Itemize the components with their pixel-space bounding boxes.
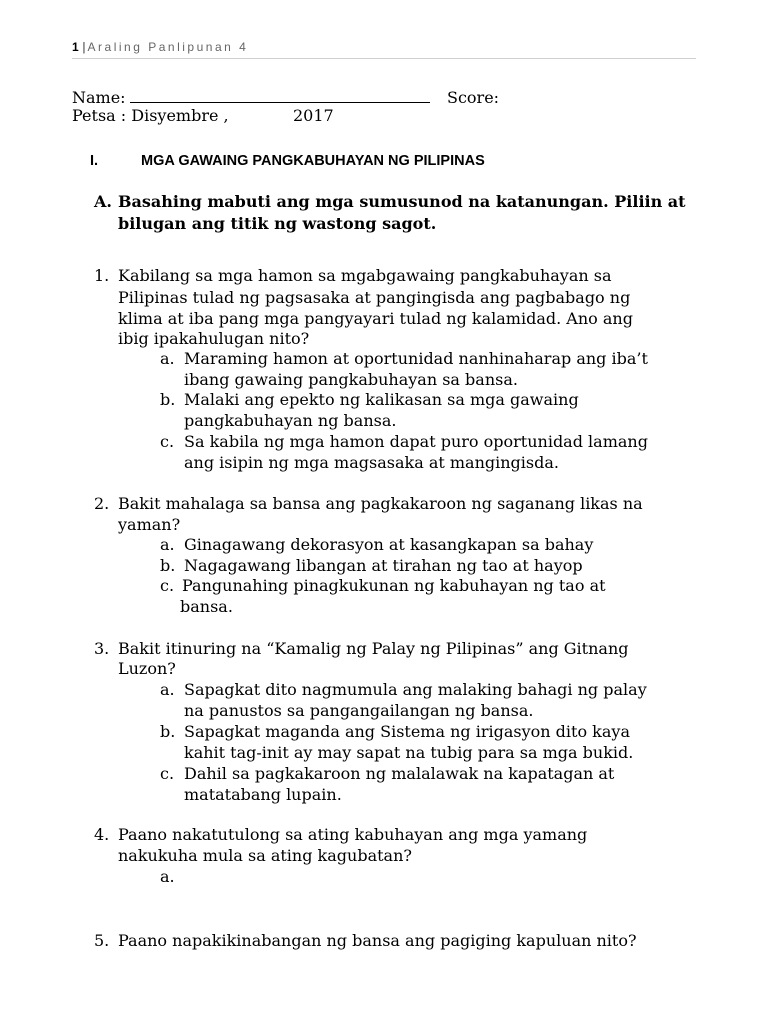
choice-text: matatabang lupain.: [184, 785, 342, 804]
choice-text: na panustos sa pangangailangan ng bansa.: [184, 701, 534, 720]
choice-text: bansa.: [180, 597, 233, 616]
score-label: Score:: [447, 88, 500, 107]
question-3-number: 3.: [94, 639, 110, 658]
choice-letter: c.: [160, 432, 175, 451]
page-header: [72, 40, 696, 54]
question-1-line: klima at iba pang mga pangyayari tulad ng kalamidad. Ano ang: [118, 309, 633, 328]
choice-text: Ginagawang dekorasyon at kasangkapan sa bahay: [184, 535, 594, 554]
choice-text: kahit tag-init ay may sapat na tubig para sa mga bukid.: [184, 743, 634, 762]
question-4-line: nakukuha mula sa ating kagubatan?: [118, 846, 412, 865]
page-number: 1: [72, 40, 82, 54]
choice-letter: c.: [160, 764, 175, 783]
question-5-number: 5.: [94, 931, 110, 950]
instruction-line-1: Basahing mabuti ang mga sumusunod na katanungan. Piliin at: [118, 192, 686, 211]
choice-letter: b.: [160, 722, 176, 741]
choice-text: Dahil sa pagkakaroon ng malalawak na kapatagan at: [184, 764, 615, 783]
choice-text: Nagagawang libangan at tirahan ng tao at hayop: [184, 556, 583, 575]
choice-text: Malaki ang epekto ng kalikasan sa mga gawaing: [184, 390, 579, 409]
choice-letter: a.: [160, 867, 175, 886]
choice-letter: a.: [160, 349, 175, 368]
header-separator: |: [82, 40, 86, 54]
section-title: MGA GAWAING PANGKABUHAYAN NG PILIPINAS: [141, 153, 485, 169]
question-4-line: Paano nakatutulong sa ating kabuhayan ang mga yamang: [118, 825, 588, 844]
question-1-line: Pilipinas tulad ng pagsasaka at pangingisda ang pagbabago ng: [118, 288, 631, 307]
choice-letter: a.: [160, 680, 175, 699]
name-label: Name:: [72, 88, 126, 107]
question-1-number: 1.: [94, 266, 110, 285]
choice-letter: b.: [160, 390, 176, 409]
choice-letter: c.: [160, 576, 175, 595]
choice-text: Sapagkat maganda ang Sistema ng irigasyon dito kaya: [184, 722, 630, 741]
question-2-line: Bakit mahalaga sa bansa ang pagkakaroon ng saganang likas na: [118, 494, 643, 513]
question-1-line: ibig ipakahulugan nito?: [118, 329, 310, 348]
question-2-line: yaman?: [118, 515, 181, 534]
question-5-line: Paano napakikinabangan ng bansa ang pagiging kapuluan nito?: [118, 931, 637, 950]
choice-letter: a.: [160, 535, 175, 554]
choice-text: Sapagkat dito nagmumula ang malaking bahagi ng palay: [184, 680, 647, 699]
choice-text: Maraming hamon at oportunidad nanhinaharap ang iba’t: [184, 349, 648, 368]
question-3-line: Bakit itinuring na “Kamalig ng Palay ng Pilipinas” ang Gitnang: [118, 639, 629, 658]
subject-title: Araling Panlipunan 4: [87, 40, 249, 54]
header-divider: [72, 58, 696, 59]
choice-text: Sa kabila ng mga hamon dapat puro oportunidad lamang: [184, 432, 648, 451]
question-1-line: Kabilang sa mga hamon sa mgabgawaing pangkabuhayan sa: [118, 266, 612, 285]
section-numeral: I.: [90, 153, 99, 169]
instruction-line-2: bilugan ang titik ng wastong sagot.: [118, 214, 437, 233]
name-row: [72, 88, 430, 108]
choice-text: ibang gawaing pangkabuhayan sa bansa.: [184, 370, 518, 389]
question-3-line: Luzon?: [118, 659, 176, 678]
choice-text: ang isipin ng mga magsasaka at mangingisda.: [184, 453, 559, 472]
question-2-number: 2.: [94, 494, 110, 513]
date-label: Petsa : Disyembre ,: [72, 106, 229, 125]
choice-letter: b.: [160, 556, 176, 575]
choice-text: pangkabuhayan ng bansa.: [184, 411, 397, 430]
name-blank: [130, 88, 430, 103]
choice-text: Pangunahing pinagkukunan ng kabuhayan ng tao at: [182, 576, 606, 595]
question-4-number: 4.: [94, 825, 110, 844]
instruction-letter: A.: [94, 192, 112, 211]
year-value: 2017: [293, 106, 334, 125]
